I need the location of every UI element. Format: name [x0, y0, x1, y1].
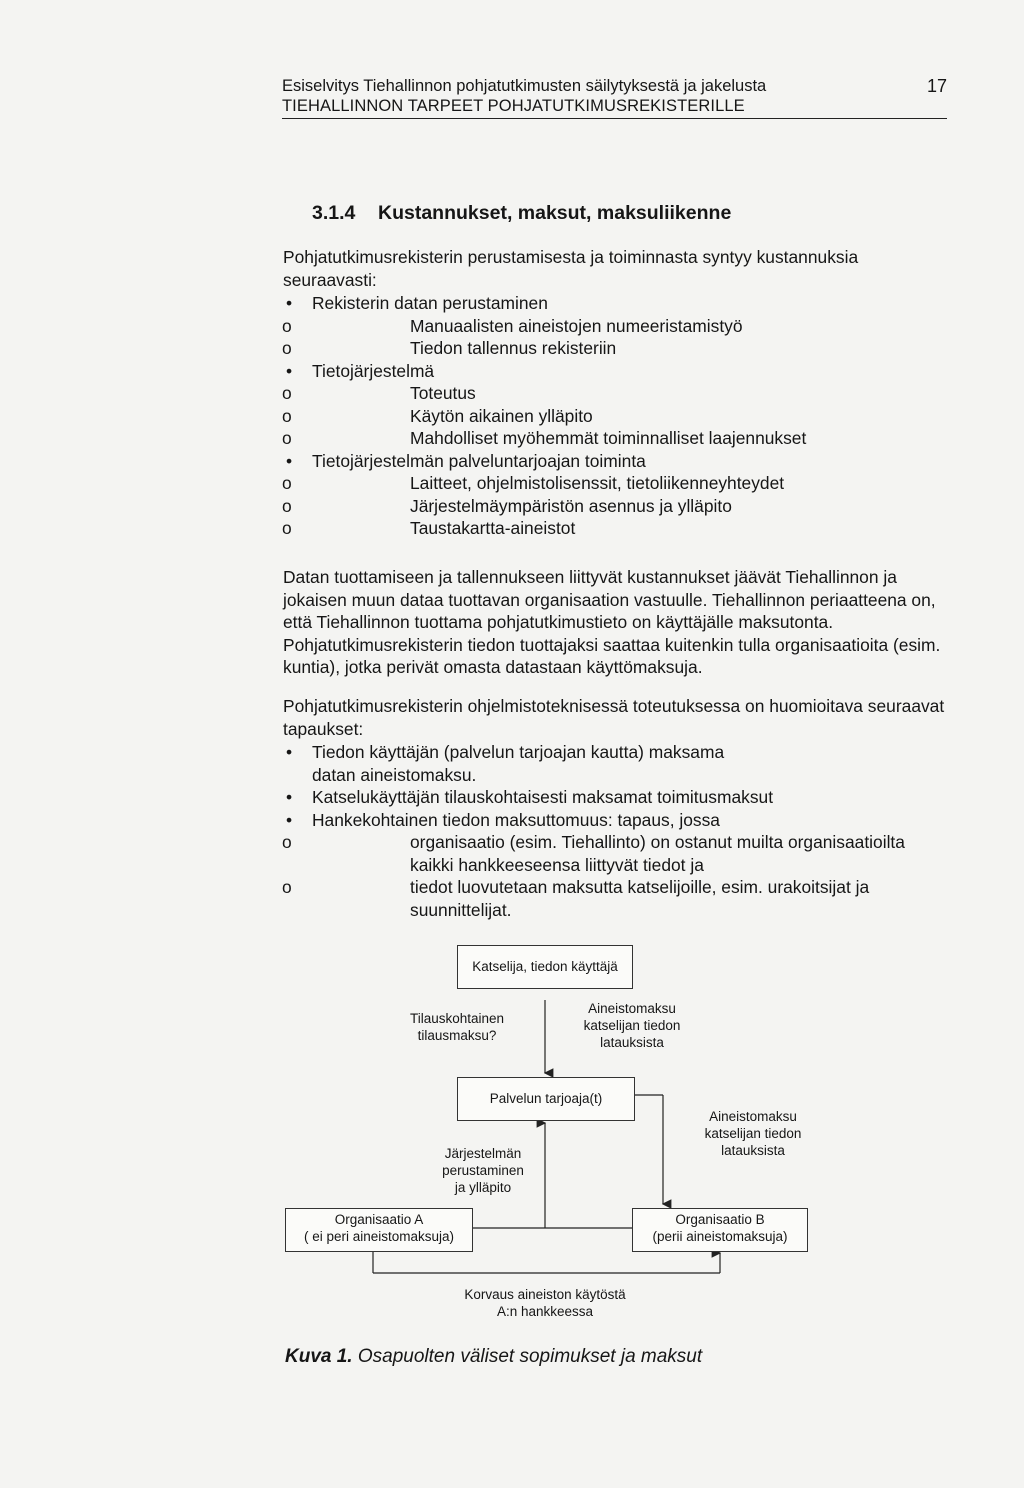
bullet: •: [286, 787, 293, 807]
paragraph-cases-intro: Pohjatutkimusrekisterin ohjelmistoteknisessä toteutuksessa on huomioitava seuraavat tapaukset:: [283, 696, 945, 739]
sub-bullet: o: [282, 832, 292, 852]
list-subitem: o organisaatio (esim. Tiehallinto) on ostanut muilta organisaatioilta kaikki hankkeeseensa liittyvät tiedot ja: [282, 832, 905, 875]
list-item: • Tietojärjestelmä: [286, 360, 435, 381]
list-item: • Katselukäyttäjän tilauskohtaisesti maksamat toimitusmaksut: [286, 787, 774, 807]
payment-flow-diagram: [270, 940, 830, 1319]
label-material-fee-provider: Aineistomaksu katselijan tiedon latauksista: [704, 1109, 802, 1158]
box-service-provider: Palvelun tarjoaja(t): [457, 1077, 635, 1121]
list-subitem: o Taustakartta-aineistot: [282, 518, 576, 538]
cases-list: [282, 741, 952, 921]
label-system-maintenance: Järjestelmän perustaminen ja ylläpito: [442, 1146, 524, 1195]
list-subitem: o Käytön aikainen ylläpito: [282, 405, 593, 426]
section-number: 3.1.4: [312, 202, 356, 224]
caption-label: Kuva 1.: [285, 1346, 353, 1367]
label-order-fee: Tilauskohtainen tilausmaksu?: [409, 1011, 505, 1043]
paragraph-costs-intro: Pohjatutkimusrekisterin perustamisesta ja toiminnasta syntyy kustannuksia seuraavasti:: [283, 247, 859, 290]
figure-caption: [285, 1346, 702, 1368]
header-subtitle: TIEHALLINNON TARPEET POHJATUTKIMUSREKISTERILLE: [282, 97, 745, 115]
section-title: Kustannukset, maksut, maksuliikenne: [378, 202, 732, 224]
sub-bullet: o: [282, 428, 292, 448]
list-item: • Tietojärjestelmän palveluntarjoajan toiminta: [286, 450, 646, 471]
header-title: Esiselvitys Tiehallinnon pohjatutkimusten säilytyksestä ja jakelusta: [282, 77, 767, 95]
header-rule: [282, 118, 947, 119]
section-heading: [312, 202, 731, 225]
bullet: •: [286, 293, 293, 313]
list-subitem: o Järjestelmäympäristön asennus ja ylläpito: [282, 495, 732, 516]
cost-list: [282, 292, 952, 540]
list-item: • Tiedon käyttäjän (palvelun tarjoajan kautta) maksama datan aineistomaksu.: [286, 742, 725, 785]
bullet: •: [286, 809, 293, 830]
sub-bullet: o: [282, 338, 292, 358]
list-subitem: o Tiedon tallennus rekisteriin: [282, 338, 617, 358]
list-item: • Hankekohtainen tiedon maksuttomuus: tapaus, jossa: [286, 809, 720, 830]
paragraph-cost-responsibility: Datan tuottamiseen ja tallennukseen liittyvät kustannukset jäävät Tiehallinnon ja jokaisen muun dataa tuottavan organisaation vastuulle. Tiehallinnon periaatteena on, että Tiehallinnon tuottama pohjatutkimustieto on käyttäjälle maksutonta. Pohjatutkimusrekisterin tiedon tuottajaksi saattaa kuitenkin tulla organisaatioita (esim. kuntia), jotka perivät omasta datastaan käyttömaksuja.: [283, 567, 941, 677]
caption-text: Osapuolten väliset sopimukset ja maksut: [357, 1346, 703, 1367]
list-subitem: o Mahdolliset myöhemmät toiminnalliset laajennukset: [282, 428, 807, 448]
bullet: •: [286, 742, 293, 762]
sub-bullet: o: [282, 405, 292, 426]
box-user: Katselija, tiedon käyttäjä: [457, 945, 633, 989]
label-material-fee-user: Aineistomaksu katselijan tiedon latauksista: [583, 1001, 681, 1050]
list-subitem: o Laitteet, ohjelmistolisenssit, tietoliikenneyhteydet: [282, 473, 785, 493]
sub-bullet: o: [282, 383, 292, 403]
page-header: [282, 76, 947, 116]
label-compensation: Korvaus aineiston käytöstä A:n hankkeessa: [464, 1287, 626, 1319]
sub-bullet: o: [282, 473, 292, 493]
sub-bullet: o: [282, 315, 292, 336]
sub-bullet: o: [282, 495, 292, 516]
list-subitem: o tiedot luovutetaan maksutta katselijoille, esim. urakoitsijat ja suunnittelijat.: [282, 877, 870, 920]
box-organisation-b: Organisaatio B (perii aineistomaksuja): [632, 1208, 808, 1252]
bullet: •: [286, 450, 293, 471]
sub-bullet: o: [282, 518, 292, 538]
list-subitem: o Manuaalisten aineistojen numeeristamistyö: [282, 315, 743, 336]
sub-bullet: o: [282, 877, 292, 897]
page-number: 17: [926, 76, 947, 96]
box-organisation-a: Organisaatio A ( ei peri aineistomaksuja): [285, 1208, 473, 1252]
list-subitem: o Toteutus: [282, 383, 476, 403]
list-item: • Rekisterin datan perustaminen: [286, 293, 548, 313]
bullet: •: [286, 360, 293, 381]
